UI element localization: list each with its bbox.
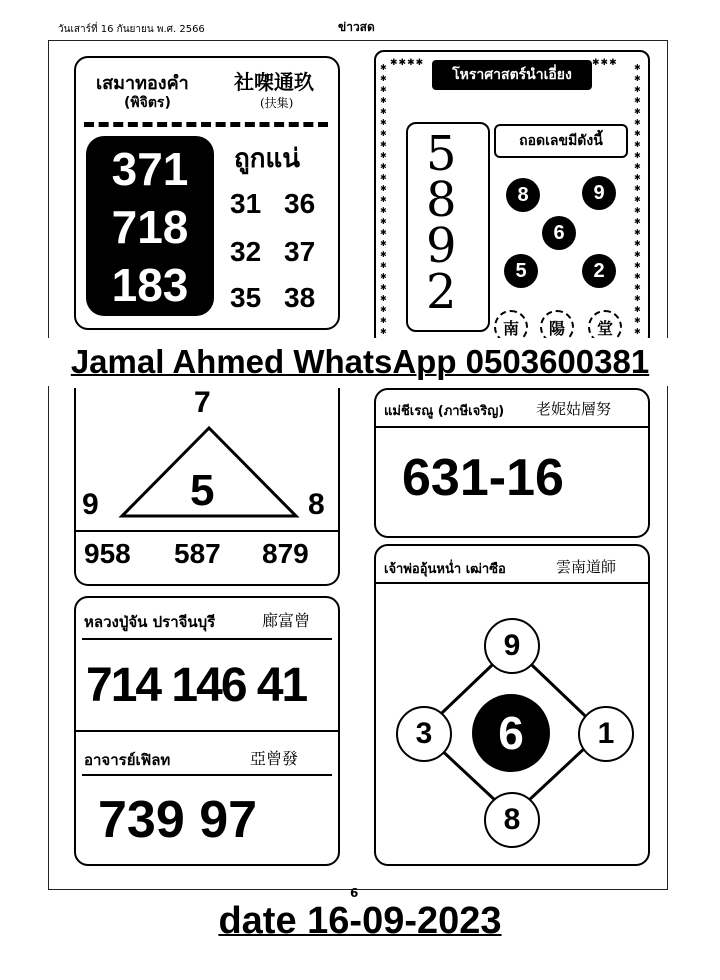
divider — [376, 426, 648, 428]
panel-triangle — [74, 388, 340, 586]
triangle-right: 8 — [308, 488, 325, 521]
diamond-bottom: 8 — [484, 792, 540, 848]
panel-6-chinese: 雲南道師 — [556, 558, 617, 576]
panel-5-chinese: 廊富曾 — [262, 611, 311, 630]
panel-5-title: หลวงปู่จัน ปราจีนบุรี — [84, 613, 216, 631]
seal-character: 陽 — [540, 310, 574, 344]
divider — [82, 638, 332, 640]
vertical-digits-box — [406, 122, 490, 332]
panel-horasat — [374, 50, 650, 346]
dot-number: 6 — [542, 216, 576, 250]
header-date: วันเสาร์ที่ 16 กันยายน พ.ศ. 2566 — [58, 24, 205, 35]
panel-4-title: แม่ชีเรณู (ภาษีเจริญ) — [384, 404, 505, 419]
banner-text: Jamal Ahmed WhatsApp 0503600381 — [70, 343, 650, 380]
panel-5-title-2: อาจารย์เฟิลท — [84, 751, 171, 769]
panel-2-title: โหราศาสตร์นำเอี่ยง — [432, 60, 592, 90]
vertical-digit: 5 — [426, 126, 457, 182]
panel-4-number: 631-16 — [402, 449, 564, 507]
contact-banner — [22, 338, 698, 386]
star-border-left: ✱✱✱✱✱✱✱✱✱✱✱✱✱✱✱✱✱✱✱✱✱✱✱✱✱ — [380, 63, 387, 336]
triangle-center: 5 — [190, 466, 215, 515]
seal-character: 堂 — [588, 310, 622, 344]
diamond-center: 6 — [472, 694, 550, 772]
vertical-digit: 9 — [426, 218, 457, 274]
panel-1-title: เสมาทองคำ — [96, 73, 189, 94]
dot-number: 9 — [582, 176, 616, 210]
panel-5-chinese-2: 亞曾發 — [250, 749, 299, 768]
panel-luang-pu-jan — [74, 596, 340, 866]
panel-4-chinese: 老妮姑層努 — [536, 400, 612, 418]
panel-mae-chee — [374, 388, 650, 538]
vertical-digit: 2 — [426, 264, 457, 320]
panel-chao-pho — [374, 544, 650, 866]
vertical-digit: 8 — [426, 172, 457, 228]
panel-1-chinese-sub: (扶集) — [260, 96, 294, 110]
pair-number: 36 — [284, 188, 316, 219]
page-number: 6 — [350, 886, 359, 900]
footer-date — [0, 900, 720, 943]
panel-2-subbox-title: ถอดเลขมีดังนี้ — [494, 124, 628, 158]
main-number-box — [86, 136, 214, 316]
footer-text: date 16-09-2023 — [218, 900, 502, 942]
star-border-top: ✱✱✱✱ — [390, 58, 425, 68]
star-border-top: ✱✱✱ — [592, 58, 618, 68]
diamond-left: 3 — [396, 706, 452, 762]
dot-number: 2 — [582, 254, 616, 288]
dot-number: 8 — [506, 178, 540, 212]
main-number: 371 — [111, 143, 189, 195]
pair-number: 31 — [230, 188, 262, 219]
panel-1-subtitle: (พิจิตร) — [124, 95, 171, 111]
diamond-top: 9 — [484, 618, 540, 674]
panel-sema-thongkham — [74, 56, 340, 330]
pair-number: 32 — [230, 236, 262, 267]
divider — [76, 730, 338, 732]
pair-number: 35 — [230, 282, 262, 313]
seal-character: 南 — [494, 310, 528, 344]
divider — [84, 122, 328, 127]
panel-5-numbers: 714 146 41 — [86, 659, 307, 712]
main-number: 718 — [111, 201, 189, 253]
triangle-top: 7 — [194, 386, 211, 419]
triangle-number: 879 — [262, 538, 309, 569]
panel-5-numbers-2: 739 97 — [98, 791, 258, 849]
divider — [76, 530, 338, 532]
diamond-right: 1 — [578, 706, 634, 762]
dot-number: 5 — [504, 254, 538, 288]
newspaper-logo: ข่าวสด — [338, 20, 375, 34]
main-number: 183 — [111, 259, 189, 311]
divider — [82, 774, 332, 776]
pair-number: 37 — [284, 236, 316, 267]
pair-number: 38 — [284, 282, 316, 313]
triangle-number: 587 — [174, 538, 221, 569]
panel-6-title: เจ้าพ่ออุ้นหน่ำ เฒ่าซือ — [384, 562, 506, 577]
star-border-right: ✱✱✱✱✱✱✱✱✱✱✱✱✱✱✱✱✱✱✱✱✱✱✱✱✱ — [634, 63, 641, 336]
triangle-left: 9 — [82, 488, 99, 521]
panel-1-right-title: ถูกแน่ — [234, 144, 301, 174]
triangle-number: 958 — [84, 538, 131, 569]
panel-1-chinese: 社㗎通玖 — [234, 70, 314, 94]
